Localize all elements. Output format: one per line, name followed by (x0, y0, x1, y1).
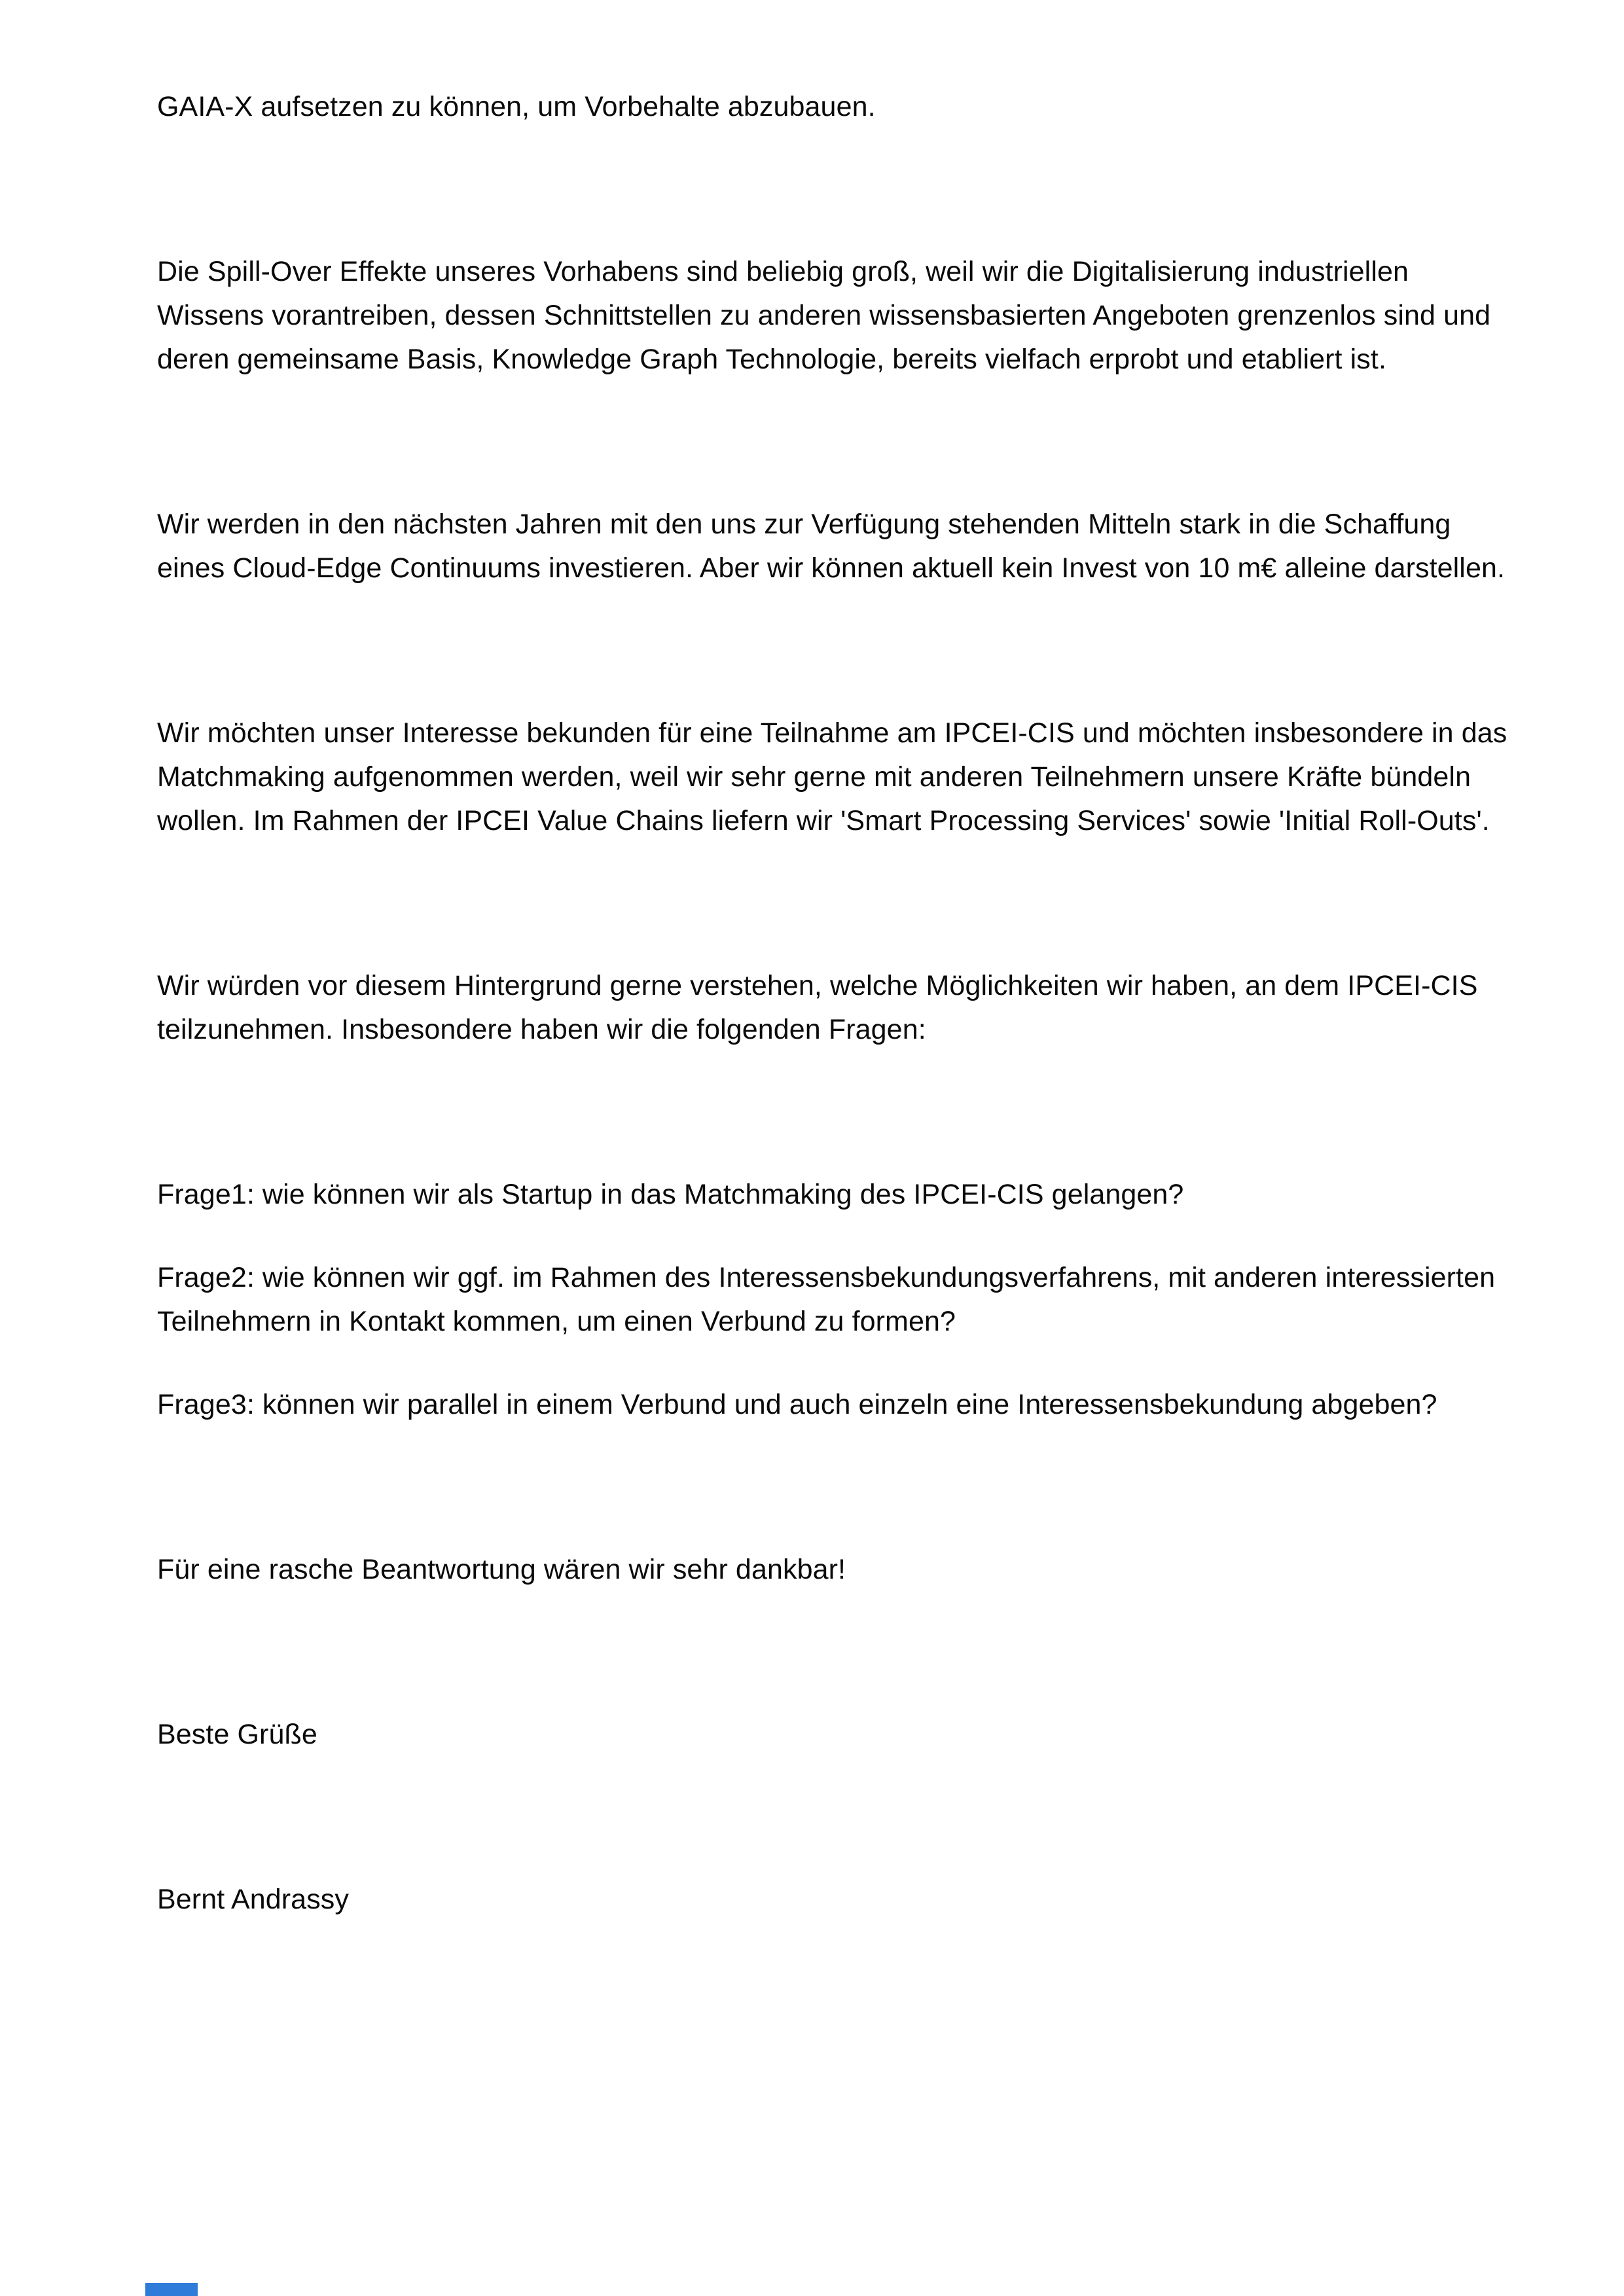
paragraph-interesse: Wir möchten unser Interesse bekunden für eine Teilnahme am IPCEI-CIS und möchten insbesondere in das Matchmaking aufgenommen werden, weil wir sehr gerne mit anderen Teilnehmern unsere Kräfte bündeln wollen. Im Rahmen der IPCEI Value Chains liefern wir 'Smart Processing Services' sowie 'Initial Roll-Outs'. (157, 717, 1515, 836)
paragraph-gruss: Beste Grüße (157, 1719, 317, 1750)
paragraph-frage1: Frage1: wie können wir als Startup in das Matchmaking des IPCEI-CIS gelangen? (157, 1179, 1184, 1210)
paragraph-signature: Bernt Andrassy (157, 1884, 349, 1915)
footer-accent-bar (145, 2283, 198, 2296)
letter-body (157, 85, 1515, 1922)
paragraph-dank: Für eine rasche Beantwortung wären wir sehr dankbar! (157, 1554, 846, 1585)
paragraph-frage3: Frage3: können wir parallel in einem Verbund und auch einzeln eine Interessensbekundung abgeben? (157, 1389, 1437, 1420)
paragraph-spill-over: Die Spill-Over Effekte unseres Vorhabens sind beliebig groß, weil wir die Digitalisierung industriellen Wissens vorantreiben, dessen Schnittstellen zu anderen wissensbasierten Angeboten grenzenlos sind und deren gemeinsame Basis, Knowledge Graph Technologie, bereits vielfach erprobt und etabliert ist. (157, 256, 1499, 375)
paragraph-hintergrund: Wir würden vor diesem Hintergrund gerne verstehen, welche Möglichkeiten wir haben, an dem IPCEI-CIS teilzunehmen. Insbesondere haben wir die folgenden Fragen: (157, 970, 1486, 1045)
paragraph-invest: Wir werden in den nächsten Jahren mit den uns zur Verfügung stehenden Mitteln stark in die Schaffung eines Cloud-Edge Continuums investieren. Aber wir können aktuell kein Invest von 10 m€ alleine darstellen. (157, 509, 1506, 584)
paragraph-intro-continuation: GAIA-X aufsetzen zu können, um Vorbehalte abzubauen. (157, 91, 876, 122)
paragraph-frage2: Frage2: wie können wir ggf. im Rahmen des Interessensbekundungsverfahrens, mit anderen interessierten Teilnehmern in Kontakt kommen, um einen Verbund zu formen? (157, 1262, 1503, 1337)
